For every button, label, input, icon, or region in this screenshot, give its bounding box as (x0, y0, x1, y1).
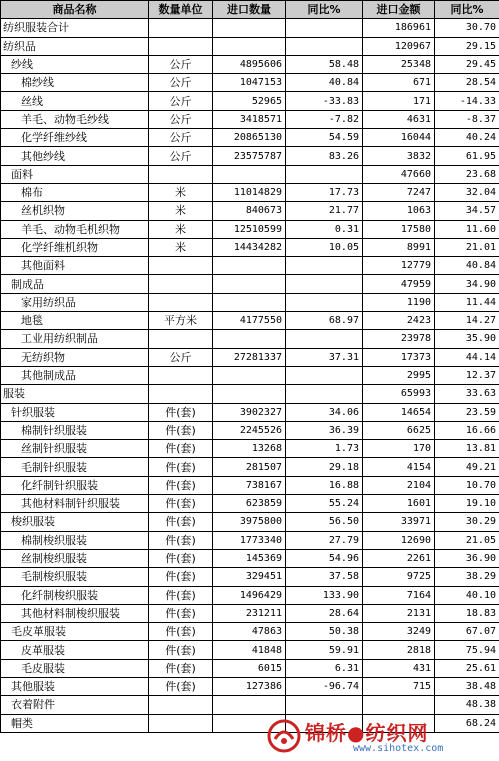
unit-cell: 公斤 (149, 55, 213, 73)
quantity-yoy-cell (286, 330, 363, 348)
table-row (1, 220, 499, 238)
import-quantity-cell: 3902327 (213, 403, 286, 421)
unit-cell (149, 275, 213, 293)
table-row (1, 183, 499, 201)
quantity-yoy-cell: 59.91 (286, 641, 363, 659)
import-amount-cell: 1063 (363, 202, 435, 220)
amount-yoy-cell: 44.14 (435, 348, 499, 366)
import-amount-cell: 2104 (363, 476, 435, 494)
quantity-yoy-cell: 10.05 (286, 238, 363, 256)
import-quantity-cell: 145369 (213, 549, 286, 567)
amount-yoy-cell: 75.94 (435, 641, 499, 659)
amount-yoy-cell: 32.04 (435, 183, 499, 201)
product-name-cell: 地毯 (1, 312, 149, 330)
amount-yoy-cell: 33.63 (435, 385, 499, 403)
quantity-yoy-cell: 37.31 (286, 348, 363, 366)
quantity-yoy-cell (286, 385, 363, 403)
amount-yoy-cell: 21.05 (435, 531, 499, 549)
amount-yoy-cell: 29.15 (435, 37, 499, 55)
product-name-cell: 面料 (1, 165, 149, 183)
import-quantity-cell: 281507 (213, 458, 286, 476)
unit-cell: 件(套) (149, 549, 213, 567)
import-quantity-cell: 11014829 (213, 183, 286, 201)
quantity-yoy-cell: -96.74 (286, 677, 363, 695)
import-quantity-cell (213, 19, 286, 37)
table-row (1, 440, 499, 458)
unit-cell: 件(套) (149, 458, 213, 476)
amount-yoy-cell: -8.37 (435, 110, 499, 128)
header-import-amount: 进口金额 (363, 1, 435, 19)
header-unit: 数量单位 (149, 1, 213, 19)
amount-yoy-cell: 67.07 (435, 623, 499, 641)
import-quantity-cell (213, 165, 286, 183)
amount-yoy-cell: 40.10 (435, 586, 499, 604)
unit-cell (149, 696, 213, 714)
import-quantity-cell: 14434282 (213, 238, 286, 256)
unit-cell: 米 (149, 220, 213, 238)
header-import-quantity: 进口数量 (213, 1, 286, 19)
table-body (1, 19, 499, 733)
table-row (1, 677, 499, 695)
quantity-yoy-cell: 54.96 (286, 549, 363, 567)
import-amount-cell: 14654 (363, 403, 435, 421)
amount-yoy-cell: 25.61 (435, 659, 499, 677)
import-amount-cell: 431 (363, 659, 435, 677)
table-row (1, 19, 499, 37)
table-row (1, 202, 499, 220)
import-quantity-cell: 23575787 (213, 147, 286, 165)
product-name-cell: 毛皮服装 (1, 659, 149, 677)
import-quantity-cell: 13268 (213, 440, 286, 458)
unit-cell: 件(套) (149, 421, 213, 439)
product-name-cell: 化学纤维纱线 (1, 129, 149, 147)
quantity-yoy-cell (286, 257, 363, 275)
import-quantity-cell: 3975800 (213, 513, 286, 531)
import-quantity-cell: 738167 (213, 476, 286, 494)
import-quantity-cell: 3418571 (213, 110, 286, 128)
import-quantity-cell: 840673 (213, 202, 286, 220)
product-name-cell: 衣着附件 (1, 696, 149, 714)
table-row (1, 568, 499, 586)
import-amount-cell: 120967 (363, 37, 435, 55)
import-quantity-cell (213, 330, 286, 348)
amount-yoy-cell: 21.01 (435, 238, 499, 256)
unit-cell (149, 19, 213, 37)
amount-yoy-cell: 36.90 (435, 549, 499, 567)
product-name-cell: 工业用纺织制品 (1, 330, 149, 348)
import-amount-cell: 23978 (363, 330, 435, 348)
quantity-yoy-cell: 27.79 (286, 531, 363, 549)
quantity-yoy-cell: 54.59 (286, 129, 363, 147)
table-row (1, 403, 499, 421)
product-name-cell: 丝制针织服装 (1, 440, 149, 458)
table-row (1, 257, 499, 275)
unit-cell: 件(套) (149, 476, 213, 494)
product-name-cell: 毛制梭织服装 (1, 568, 149, 586)
table-row (1, 586, 499, 604)
import-amount-cell: 65993 (363, 385, 435, 403)
quantity-yoy-cell: -33.83 (286, 92, 363, 110)
product-name-cell: 羊毛、动物毛纱线 (1, 110, 149, 128)
product-name-cell: 家用纺织品 (1, 293, 149, 311)
unit-cell: 米 (149, 238, 213, 256)
quantity-yoy-cell (286, 37, 363, 55)
table-row (1, 421, 499, 439)
unit-cell: 件(套) (149, 513, 213, 531)
quantity-yoy-cell: 34.06 (286, 403, 363, 421)
unit-cell: 件(套) (149, 403, 213, 421)
unit-cell: 件(套) (149, 568, 213, 586)
unit-cell (149, 37, 213, 55)
import-quantity-cell (213, 714, 286, 732)
import-quantity-cell: 41848 (213, 641, 286, 659)
import-amount-cell: 47660 (363, 165, 435, 183)
import-quantity-cell: 1496429 (213, 586, 286, 604)
table-row (1, 458, 499, 476)
import-amount-cell: 16044 (363, 129, 435, 147)
import-amount-cell: 6625 (363, 421, 435, 439)
product-name-cell: 其他纱线 (1, 147, 149, 165)
import-amount-cell: 12779 (363, 257, 435, 275)
import-amount-cell: 3832 (363, 147, 435, 165)
amount-yoy-cell: 40.24 (435, 129, 499, 147)
import-amount-cell: 47959 (363, 275, 435, 293)
product-name-cell: 纺织品 (1, 37, 149, 55)
unit-cell (149, 366, 213, 384)
import-quantity-cell (213, 257, 286, 275)
amount-yoy-cell: 12.37 (435, 366, 499, 384)
import-amount-cell: 171 (363, 92, 435, 110)
amount-yoy-cell: 38.29 (435, 568, 499, 586)
amount-yoy-cell: 10.70 (435, 476, 499, 494)
product-name-cell: 其他材料制梭织服装 (1, 604, 149, 622)
quantity-yoy-cell (286, 293, 363, 311)
import-amount-cell: 7164 (363, 586, 435, 604)
amount-yoy-cell: 29.45 (435, 55, 499, 73)
product-name-cell: 梭织服装 (1, 513, 149, 531)
import-amount-cell: 2131 (363, 604, 435, 622)
product-name-cell: 纺织服装合计 (1, 19, 149, 37)
import-amount-cell: 2423 (363, 312, 435, 330)
quantity-yoy-cell: 55.24 (286, 495, 363, 513)
product-name-cell: 皮革服装 (1, 641, 149, 659)
unit-cell: 件(套) (149, 623, 213, 641)
import-quantity-cell: 1773340 (213, 531, 286, 549)
unit-cell: 公斤 (149, 129, 213, 147)
amount-yoy-cell: 48.38 (435, 696, 499, 714)
amount-yoy-cell: 16.66 (435, 421, 499, 439)
unit-cell: 件(套) (149, 495, 213, 513)
import-quantity-cell: 231211 (213, 604, 286, 622)
amount-yoy-cell: -14.33 (435, 92, 499, 110)
import-quantity-cell: 4177550 (213, 312, 286, 330)
import-quantity-cell (213, 275, 286, 293)
quantity-yoy-cell: 50.38 (286, 623, 363, 641)
import-amount-cell: 1190 (363, 293, 435, 311)
product-name-cell: 丝线 (1, 92, 149, 110)
product-name-cell: 毛制针织服装 (1, 458, 149, 476)
unit-cell: 米 (149, 183, 213, 201)
amount-yoy-cell: 30.29 (435, 513, 499, 531)
table-row (1, 110, 499, 128)
unit-cell: 件(套) (149, 604, 213, 622)
table-row (1, 37, 499, 55)
amount-yoy-cell: 18.83 (435, 604, 499, 622)
import-quantity-cell: 2245526 (213, 421, 286, 439)
product-name-cell: 棉制针织服装 (1, 421, 149, 439)
product-name-cell: 毛皮革服装 (1, 623, 149, 641)
quantity-yoy-cell: 28.64 (286, 604, 363, 622)
amount-yoy-cell: 28.54 (435, 74, 499, 92)
quantity-yoy-cell (286, 366, 363, 384)
product-name-cell: 纱线 (1, 55, 149, 73)
product-name-cell: 棉纱线 (1, 74, 149, 92)
import-quantity-cell (213, 293, 286, 311)
amount-yoy-cell: 30.70 (435, 19, 499, 37)
product-name-cell: 无纺织物 (1, 348, 149, 366)
quantity-yoy-cell: 58.48 (286, 55, 363, 73)
import-amount-cell (363, 714, 435, 732)
import-quantity-cell: 329451 (213, 568, 286, 586)
import-amount-cell: 4631 (363, 110, 435, 128)
unit-cell (149, 714, 213, 732)
import-amount-cell: 2995 (363, 366, 435, 384)
header-product-name: 商品名称 (1, 1, 149, 19)
quantity-yoy-cell: 36.39 (286, 421, 363, 439)
amount-yoy-cell: 14.27 (435, 312, 499, 330)
table-row (1, 549, 499, 567)
amount-yoy-cell: 68.24 (435, 714, 499, 732)
import-quantity-cell (213, 366, 286, 384)
unit-cell: 平方米 (149, 312, 213, 330)
table-row (1, 293, 499, 311)
import-amount-cell: 4154 (363, 458, 435, 476)
amount-yoy-cell: 49.21 (435, 458, 499, 476)
product-name-cell: 帽类 (1, 714, 149, 732)
quantity-yoy-cell: 56.50 (286, 513, 363, 531)
unit-cell (149, 165, 213, 183)
amount-yoy-cell: 13.81 (435, 440, 499, 458)
import-amount-cell: 671 (363, 74, 435, 92)
import-amount-cell: 9725 (363, 568, 435, 586)
import-amount-cell: 17373 (363, 348, 435, 366)
import-amount-cell: 33971 (363, 513, 435, 531)
watermark-title: 锦桥●纺织网 (305, 721, 429, 745)
unit-cell (149, 257, 213, 275)
table-row (1, 348, 499, 366)
import-amount-cell (363, 696, 435, 714)
product-name-cell: 化纤制针织服装 (1, 476, 149, 494)
import-quantity-cell (213, 696, 286, 714)
table-row (1, 92, 499, 110)
table-row (1, 385, 499, 403)
unit-cell: 公斤 (149, 147, 213, 165)
unit-cell (149, 385, 213, 403)
product-name-cell: 棉布 (1, 183, 149, 201)
import-quantity-cell: 20865130 (213, 129, 286, 147)
import-quantity-cell: 52965 (213, 92, 286, 110)
table-header-row (1, 1, 499, 19)
quantity-yoy-cell: 68.97 (286, 312, 363, 330)
table-row (1, 165, 499, 183)
import-amount-cell: 3249 (363, 623, 435, 641)
table-row (1, 623, 499, 641)
import-amount-cell: 2261 (363, 549, 435, 567)
import-amount-cell: 12690 (363, 531, 435, 549)
amount-yoy-cell: 23.59 (435, 403, 499, 421)
table-row (1, 238, 499, 256)
table-row (1, 604, 499, 622)
watermark-url: www.sihotex.com (353, 743, 444, 754)
quantity-yoy-cell (286, 19, 363, 37)
unit-cell (149, 330, 213, 348)
unit-cell: 件(套) (149, 586, 213, 604)
unit-cell (149, 293, 213, 311)
unit-cell: 公斤 (149, 348, 213, 366)
unit-cell: 件(套) (149, 659, 213, 677)
import-amount-cell: 1601 (363, 495, 435, 513)
import-quantity-cell: 127386 (213, 677, 286, 695)
quantity-yoy-cell: 40.84 (286, 74, 363, 92)
quantity-yoy-cell (286, 275, 363, 293)
quantity-yoy-cell (286, 714, 363, 732)
header-quantity-yoy: 同比% (286, 1, 363, 19)
table-row (1, 659, 499, 677)
import-quantity-cell: 12510599 (213, 220, 286, 238)
quantity-yoy-cell (286, 165, 363, 183)
amount-yoy-cell: 38.48 (435, 677, 499, 695)
product-name-cell: 针织服装 (1, 403, 149, 421)
quantity-yoy-cell: 29.18 (286, 458, 363, 476)
amount-yoy-cell: 23.68 (435, 165, 499, 183)
product-name-cell: 其他面料 (1, 257, 149, 275)
import-quantity-cell (213, 385, 286, 403)
import-quantity-cell (213, 37, 286, 55)
table-row (1, 366, 499, 384)
amount-yoy-cell: 40.84 (435, 257, 499, 275)
import-quantity-cell: 623859 (213, 495, 286, 513)
quantity-yoy-cell: -7.82 (286, 110, 363, 128)
product-name-cell: 化纤制梭织服装 (1, 586, 149, 604)
amount-yoy-cell: 35.90 (435, 330, 499, 348)
import-quantity-cell: 47863 (213, 623, 286, 641)
table-row (1, 275, 499, 293)
table-row (1, 312, 499, 330)
header-amount-yoy: 同比% (435, 1, 499, 19)
unit-cell: 公斤 (149, 110, 213, 128)
import-quantity-cell: 27281337 (213, 348, 286, 366)
import-quantity-cell: 4895606 (213, 55, 286, 73)
quantity-yoy-cell: 1.73 (286, 440, 363, 458)
quantity-yoy-cell: 16.88 (286, 476, 363, 494)
amount-yoy-cell: 34.57 (435, 202, 499, 220)
quantity-yoy-cell: 21.77 (286, 202, 363, 220)
table-row (1, 641, 499, 659)
product-name-cell: 制成品 (1, 275, 149, 293)
import-quantity-cell: 6015 (213, 659, 286, 677)
quantity-yoy-cell (286, 696, 363, 714)
table-row (1, 55, 499, 73)
unit-cell: 件(套) (149, 531, 213, 549)
unit-cell: 公斤 (149, 92, 213, 110)
table-row (1, 513, 499, 531)
import-amount-cell: 7247 (363, 183, 435, 201)
amount-yoy-cell: 34.90 (435, 275, 499, 293)
amount-yoy-cell: 61.95 (435, 147, 499, 165)
import-amount-cell: 17580 (363, 220, 435, 238)
amount-yoy-cell: 19.10 (435, 495, 499, 513)
table-row (1, 330, 499, 348)
product-name-cell: 丝制梭织服装 (1, 549, 149, 567)
table-row (1, 696, 499, 714)
table-row (1, 74, 499, 92)
product-name-cell: 其他制成品 (1, 366, 149, 384)
product-name-cell: 丝机织物 (1, 202, 149, 220)
quantity-yoy-cell: 37.58 (286, 568, 363, 586)
import-amount-cell: 715 (363, 677, 435, 695)
amount-yoy-cell: 11.44 (435, 293, 499, 311)
unit-cell: 公斤 (149, 74, 213, 92)
unit-cell: 件(套) (149, 677, 213, 695)
import-quantity-cell: 1047153 (213, 74, 286, 92)
quantity-yoy-cell: 6.31 (286, 659, 363, 677)
import-amount-cell: 2818 (363, 641, 435, 659)
quantity-yoy-cell: 83.26 (286, 147, 363, 165)
table-row (1, 147, 499, 165)
product-name-cell: 其他服装 (1, 677, 149, 695)
table-row (1, 495, 499, 513)
product-name-cell: 羊毛、动物毛机织物 (1, 220, 149, 238)
product-name-cell: 化学纤维机织物 (1, 238, 149, 256)
table-row (1, 714, 499, 732)
table-row (1, 531, 499, 549)
product-name-cell: 棉制梭织服装 (1, 531, 149, 549)
import-amount-cell: 25348 (363, 55, 435, 73)
quantity-yoy-cell: 133.90 (286, 586, 363, 604)
unit-cell: 米 (149, 202, 213, 220)
unit-cell: 件(套) (149, 440, 213, 458)
import-amount-cell: 186961 (363, 19, 435, 37)
quantity-yoy-cell: 17.73 (286, 183, 363, 201)
product-name-cell: 服装 (1, 385, 149, 403)
unit-cell: 件(套) (149, 641, 213, 659)
product-name-cell: 其他材料制针织服装 (1, 495, 149, 513)
import-amount-cell: 8991 (363, 238, 435, 256)
quantity-yoy-cell: 0.31 (286, 220, 363, 238)
amount-yoy-cell: 11.60 (435, 220, 499, 238)
import-amount-cell: 170 (363, 440, 435, 458)
table-row (1, 129, 499, 147)
table-row (1, 476, 499, 494)
